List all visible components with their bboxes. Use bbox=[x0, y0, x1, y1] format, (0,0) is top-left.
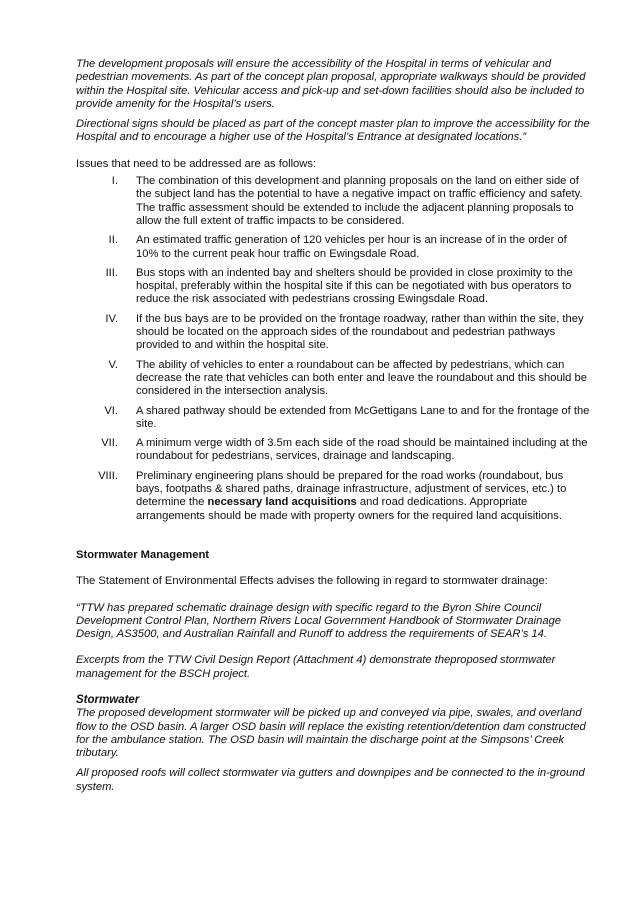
list-item bbox=[76, 313, 590, 353]
list-item-number: VI. bbox=[104, 404, 118, 417]
issues-intro: Issues that need to be addressed are as follows: bbox=[76, 157, 317, 170]
quote-paragraph-1: The development proposals will ensure the accessibility of the Hospital in terms of vehicular and pedestrian movements. As part of the concept plan proposal, appropriate walkways should be provided within the Hospital site. Vehicular access and pick-up and set-down facilities should also be included to provide amenity for the Hospital’s users. bbox=[76, 58, 586, 110]
list-item-text: A shared pathway should be extended from McGettigans Lane to and for the frontage of the site. bbox=[136, 404, 590, 430]
list-item-text-after: and road dedications. Appropriate arrangements should be made with property owners for the required land acquisitions. bbox=[136, 496, 562, 522]
issues-list bbox=[76, 175, 590, 523]
list-item-text: Bus stops with an indented bay and shelters should be provided in close proximity to the hospital, preferably within the hospital site if this can be negotiated with bus operators to reduce the risk associated with pedestrians crossing Ewingsdale Road. bbox=[136, 266, 573, 306]
subheading-stormwater: Stormwater bbox=[76, 693, 140, 706]
list-item-number: VIII. bbox=[98, 469, 118, 482]
list-item-text bbox=[136, 470, 566, 522]
quote-paragraph-2: Directional signs should be placed as part of the concept master plan to improve the accessibility for the Hospital and to encourage a higher use of the Hospital’s Entrance at designated locations.” bbox=[76, 118, 590, 144]
list-item-text: A minimum verge width of 3.5m each side of the road should be maintained including at the roundabout for pedestrians, services, drainage and landscaping. bbox=[136, 437, 588, 463]
excerpts-paragraph: Excerpts from the TTW Civil Design Report (Attachment 4) demonstrate theproposed stormwater management for the BSCH project. bbox=[76, 654, 556, 680]
list-item-text: The combination of this development and planning proposals on the land on either side of the subject land has the potential to have a negative impact on traffic efficiency and safety. The traffic assessment should be extended to include the adjacent planning proposals to allow the full extent of traffic impacts to be considered. bbox=[136, 175, 583, 227]
list-item-text: If the bus bays are to be provided on the frontage roadway, rather than within the site, they should be located on the approach sides of the roundabout and pedestrian pathways provided to and within the hospital site. bbox=[136, 312, 584, 352]
list-item-text: The ability of vehicles to enter a roundabout can be affected by pedestrians, which can decrease the rate that vehicles can both enter and leave the roundabout and this should be considered in the intersection analysis. bbox=[136, 358, 587, 398]
stormwater-paragraph-2: All proposed roofs will collect stormwater via gutters and downpipes and be connected to the in-ground system. bbox=[76, 767, 585, 793]
see-intro: The Statement of Environmental Effects advises the following in regard to stormwater drainage: bbox=[76, 575, 548, 588]
list-item bbox=[76, 267, 590, 307]
list-item bbox=[76, 175, 590, 228]
list-item-text-before: Preliminary engineering plans should be prepared for the road works (roundabout, bus bays, footpaths & shared paths, drainage infrastructure, adjustment of services, etc.) to determine the bbox=[136, 469, 567, 509]
list-item-number: I. bbox=[111, 175, 118, 188]
list-item bbox=[76, 405, 590, 432]
list-item-text-bold: necessary land acquisitions bbox=[207, 496, 357, 509]
list-item-text: An estimated traffic generation of 120 vehicles per hour is an increase of in the order of 10% to the current peak hour traffic on Ewingsdale Road. bbox=[136, 234, 567, 260]
document-page bbox=[76, 58, 590, 794]
section-heading-stormwater-management: Stormwater Management bbox=[76, 548, 210, 561]
list-item bbox=[76, 470, 590, 523]
list-item-number: V. bbox=[108, 358, 118, 371]
list-item-number: III. bbox=[105, 266, 118, 279]
ttw-quote: “TTW has prepared schematic drainage design with specific regard to the Byron Shire Council Development Control Plan, Northern Rivers Local Government Handbook of Stormwater Drainage Design, AS3500, and Australian Rainfall and Runoff to address the requirements of SEAR’s 14. bbox=[76, 601, 562, 641]
list-item bbox=[76, 234, 590, 261]
list-item-number: IV. bbox=[105, 312, 118, 325]
list-item bbox=[76, 359, 590, 399]
list-item-number: VII. bbox=[101, 437, 118, 450]
list-item-number: II. bbox=[108, 234, 118, 247]
list-item bbox=[76, 437, 590, 464]
stormwater-paragraph-1: The proposed development stormwater will be picked up and conveyed via pipe, swales, and overland flow to the OSD basin. A larger OSD basin will replace the existing retention/detention dam constructed for the ambulance station. The OSD basin will maintain the discharge point at the Simpsons’ Creek tributary. bbox=[76, 707, 586, 760]
